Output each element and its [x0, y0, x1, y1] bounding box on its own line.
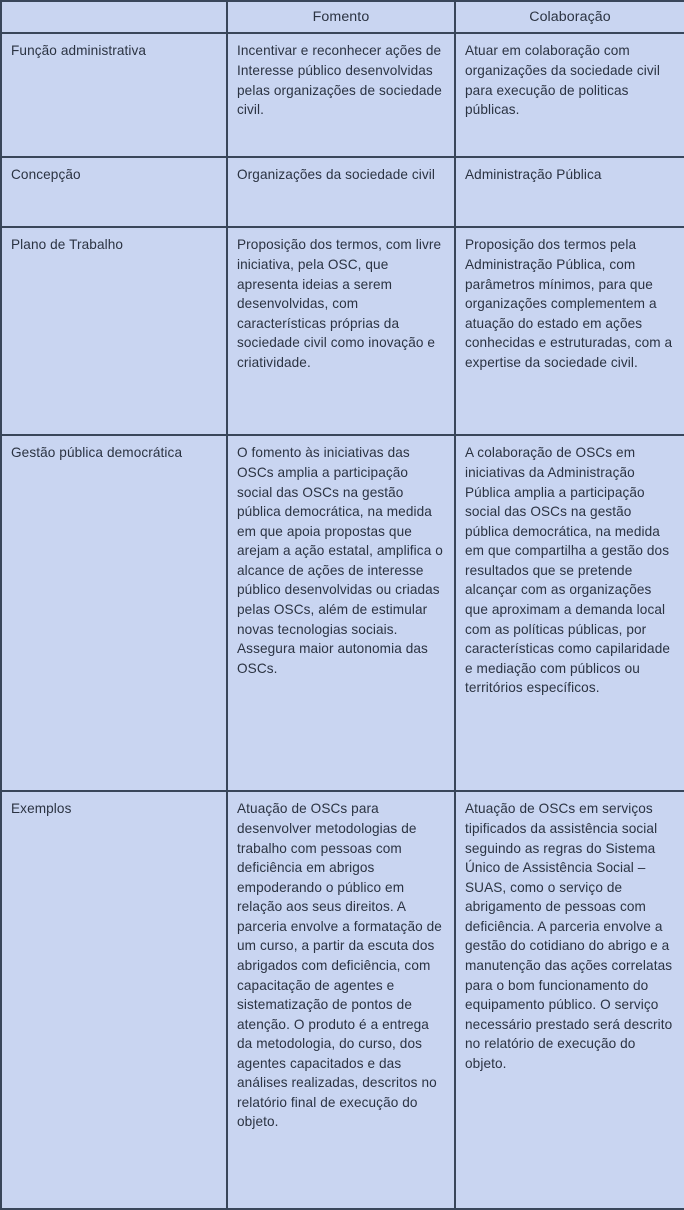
table-row [1, 157, 684, 227]
cell-concepcao-colaboracao: Administração Pública [455, 157, 684, 227]
table-row [1, 227, 684, 435]
row-label-plano-de-trabalho: Plano de Trabalho [1, 227, 227, 435]
column-header-colaboracao: Colaboração [455, 1, 684, 33]
cell-plano-de-trabalho-colaboracao: Proposição dos termos pela Administração Pública, com parâmetros mínimos, para que organizações complementem a atuação do estado em ações conhecidas e estruturadas, com a expertise da sociedade civil. [455, 227, 684, 435]
cell-gestao-publica-democratica-colaboracao: A colaboração de OSCs em iniciativas da Administração Pública amplia a participação social das OSCs na gestão pública democrática, na medida em que compartilha a gestão dos resultados que se pretende alcançar com as organizações que aproximam a demanda local com as políticas públicas, por características como capilaridade e mediação com públicos ou territórios específicos. [455, 435, 684, 791]
column-header-criterion [1, 1, 227, 33]
table-row [1, 435, 684, 791]
cell-funcao-administrativa-fomento: Incentivar e reconhecer ações de Interesse público desenvolvidas pelas organizações de sociedade civil. [227, 33, 455, 157]
cell-exemplos-colaboracao: Atuação de OSCs em serviços tipificados da assistência social seguindo as regras do Sistema Único de Assistência Social – SUAS, como o serviço de abrigamento de pessoas com deficiência. A parceria envolve a gestão do cotidiano do abrigo e a manutenção das ações correlatas para o bom funcionamento do equipamento público. O serviço necessário prestado será descrito no relatório de execução do objeto. [455, 791, 684, 1209]
column-header-fomento: Fomento [227, 1, 455, 33]
row-label-concepcao: Concepção [1, 157, 227, 227]
row-label-gestao-publica-democratica: Gestão pública democrática [1, 435, 227, 791]
cell-funcao-administrativa-colaboracao: Atuar em colaboração com organizações da sociedade civil para execução de politicas públicas. [455, 33, 684, 157]
table-header [1, 1, 684, 33]
table-row [1, 33, 684, 157]
table-body [1, 33, 684, 1209]
row-label-funcao-administrativa: Função administrativa [1, 33, 227, 157]
table-row [1, 791, 684, 1209]
cell-exemplos-fomento: Atuação de OSCs para desenvolver metodologias de trabalho com pessoas com deficiência em abrigos empoderando o público em relação aos seus direitos. A parceria envolve a formatação de um curso, a partir da escuta dos abrigados com deficiência, com capacitação de agentes e sistematização de pontos de atenção. O produto é a entrega da metodologia, do curso, dos agentes capacitados e das análises realizadas, descritos no relatório final de execução do objeto. [227, 791, 455, 1209]
cell-gestao-publica-democratica-fomento: O fomento às iniciativas das OSCs amplia a participação social das OSCs na gestão pública democrática, na medida em que apoia propostas que arejam a ação estatal, amplifica o alcance de ações de interesse público desenvolvidas ou criadas pelas OSCs, além de estimular novas tecnologias sociais. Assegura maior autonomia das OSCs. [227, 435, 455, 791]
cell-plano-de-trabalho-fomento: Proposição dos termos, com livre iniciativa, pela OSC, que apresenta ideias a serem desenvolvidas, com características próprias da sociedade civil como inovação e criatividade. [227, 227, 455, 435]
cell-concepcao-fomento: Organizações da sociedade civil [227, 157, 455, 227]
table-header-row [1, 1, 684, 33]
row-label-exemplos: Exemplos [1, 791, 227, 1209]
